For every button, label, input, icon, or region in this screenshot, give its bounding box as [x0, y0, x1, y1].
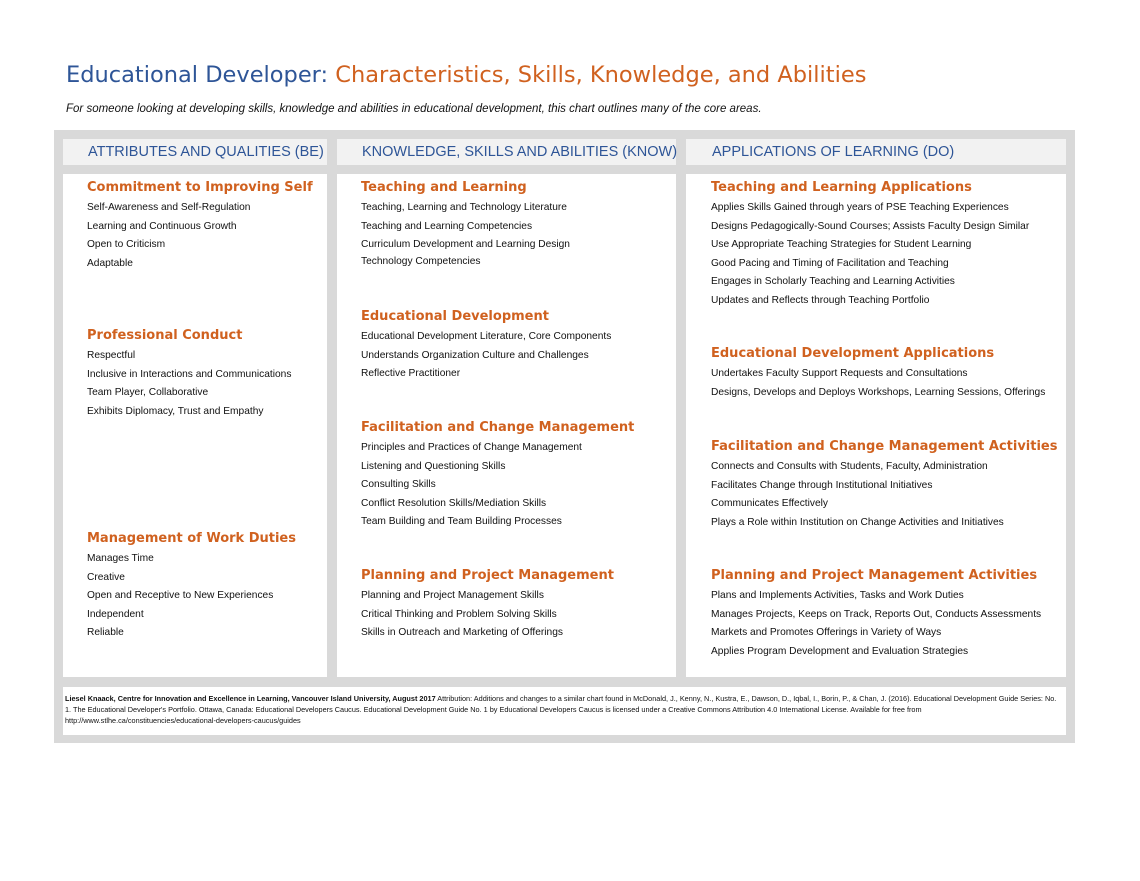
- section-educational-development-applications: [711, 346, 1066, 405]
- list-item: Engages in Scholarly Teaching and Learning Activities: [711, 276, 955, 287]
- list-item: Self-Awareness and Self-Regulation: [87, 202, 251, 213]
- list-item: Updates and Reflects through Teaching Portfolio: [711, 294, 930, 306]
- list-item: Undertakes Faculty Support Requests and Consultations: [711, 368, 968, 379]
- list-item: Independent: [87, 608, 144, 620]
- list-item: Open to Criticism: [87, 239, 166, 250]
- column-know: [337, 174, 676, 677]
- section-title: Professional Conduct: [87, 328, 243, 343]
- list-item: Consulting Skills: [361, 479, 436, 490]
- list-item: Manages Time: [87, 553, 154, 564]
- list-item: Conflict Resolution Skills/Mediation Skills: [361, 497, 547, 509]
- section-facilitation-and-change-management-activities: [711, 439, 1066, 535]
- list-item: Principles and Practices of Change Management: [361, 442, 582, 453]
- section-teaching-and-learning: [361, 180, 676, 274]
- footer-attribution-text: Attribution: Additions and changes to a similar chart found in McDonald, J., Kenny, N., Kustra, E., Dawson, D., Iqbal, I., Borin, P., & Chan, J. (2016). Educational Development Guide Series: No. 1. The Educational Developer's Portfolio. Ottawa, Canada: Educational Developers Caucus. Educational Development Guide No. 1 by Educational Developers Caucus is licensed under a Creative Commons Attribution 4.0 International License. Available for free from http://www.stlhe.ca/constituencies/educational-developers-caucus/guides: [65, 694, 1057, 726]
- list-item: Listening and Questioning Skills: [361, 460, 506, 472]
- column-heading-know: KNOWLEDGE, SKILLS AND ABILITIES (KNOW): [337, 139, 676, 165]
- list-item: Understands Organization Culture and Challenges: [361, 349, 589, 361]
- list-item: Designs, Develops and Deploys Workshops, Learning Sessions, Offerings: [711, 386, 1046, 398]
- list-item: Learning and Continuous Growth: [87, 220, 237, 232]
- list-item: Plays a Role within Institution on Change Activities and Initiatives: [711, 516, 1004, 528]
- list-item: Critical Thinking and Problem Solving Skills: [361, 608, 557, 620]
- list-item: Designs Pedagogically-Sound Courses; Assists Faculty Design Similar: [711, 220, 1030, 232]
- section-title: Teaching and Learning: [361, 180, 527, 195]
- list-item: Team Building and Team Building Processes: [361, 516, 562, 527]
- list-item: Creative: [87, 571, 125, 583]
- list-item: Manages Projects, Keeps on Track, Reports Out, Conducts Assessments: [711, 608, 1042, 620]
- section-title: Teaching and Learning Applications: [711, 180, 972, 195]
- section-professional-conduct: [87, 328, 327, 424]
- list-item: Respectful: [87, 350, 136, 361]
- list-item: Skills in Outreach and Marketing of Offerings: [361, 627, 563, 638]
- list-item: Planning and Project Management Skills: [361, 590, 544, 601]
- list-item: Technology Competencies: [361, 255, 481, 267]
- list-item: Use Appropriate Teaching Strategies for Student Learning: [711, 239, 972, 250]
- column-heading-do: APPLICATIONS OF LEARNING (DO): [686, 139, 1066, 165]
- footer-author: Liesel Knaack, Centre for Innovation and Excellence in Learning, Vancouver Island University, August 2017: [65, 694, 436, 703]
- list-item: Applies Program Development and Evaluation Strategies: [711, 645, 969, 657]
- list-item: Plans and Implements Activities, Tasks and Work Duties: [711, 590, 964, 601]
- section-title: Educational Development: [361, 309, 549, 324]
- list-item: Reliable: [87, 627, 124, 638]
- list-item: Reflective Practitioner: [361, 368, 461, 379]
- section-teaching-and-learning-applications: [711, 180, 1066, 313]
- section-title: Commitment to Improving Self: [87, 180, 313, 195]
- section-planning-and-project-management: [361, 568, 676, 646]
- list-item: Team Player, Collaborative: [87, 387, 209, 398]
- list-item: Open and Receptive to New Experiences: [87, 590, 274, 601]
- list-item: Teaching and Learning Competencies: [361, 220, 533, 232]
- column-do: [686, 174, 1066, 677]
- list-item: Applies Skills Gained through years of PSE Teaching Experiences: [711, 202, 1009, 213]
- attribution-footer: [63, 687, 1066, 735]
- section-title: Facilitation and Change Management Activities: [711, 439, 1058, 454]
- section-facilitation-and-change-management: [361, 420, 676, 535]
- section-title: Planning and Project Management: [361, 568, 614, 583]
- page-title: [66, 62, 866, 88]
- section-educational-development: [361, 309, 676, 387]
- page-title-part-1: Educational Developer:: [66, 62, 336, 88]
- section-title: Planning and Project Management Activities: [711, 568, 1038, 583]
- list-item: Exhibits Diplomacy, Trust and Empathy: [87, 405, 264, 417]
- column-heading-be: ATTRIBUTES AND QUALITIES (BE): [63, 139, 327, 165]
- list-item: Good Pacing and Timing of Facilitation and Teaching: [711, 257, 949, 269]
- section-title: Management of Work Duties: [87, 531, 296, 546]
- column-be: [63, 174, 327, 677]
- list-item: Connects and Consults with Students, Faculty, Administration: [711, 461, 988, 472]
- section-title: Facilitation and Change Management: [361, 420, 635, 435]
- list-item: Adaptable: [87, 257, 133, 269]
- page-title-part-2: Characteristics, Skills, Knowledge, and Abilities: [335, 62, 867, 88]
- section-planning-and-project-management-activities: [711, 568, 1066, 664]
- list-item: Communicates Effectively: [711, 498, 829, 509]
- list-item: Teaching, Learning and Technology Literature: [361, 202, 567, 213]
- list-item: Inclusive in Interactions and Communications: [87, 368, 292, 380]
- section-title: Educational Development Applications: [711, 346, 995, 361]
- list-item: Markets and Promotes Offerings in Variety of Ways: [711, 627, 942, 638]
- page-subtitle: For someone looking at developing skills, knowledge and abilities in educational development, this chart outlines many of the core areas.: [66, 103, 762, 115]
- list-item: Educational Development Literature, Core Components: [361, 331, 612, 342]
- section-commitment-to-improving-self: [87, 180, 327, 276]
- list-item: Curriculum Development and Learning Design: [361, 239, 570, 250]
- list-item: Facilitates Change through Institutional Initiatives: [711, 479, 933, 491]
- section-management-of-work-duties: [87, 531, 327, 646]
